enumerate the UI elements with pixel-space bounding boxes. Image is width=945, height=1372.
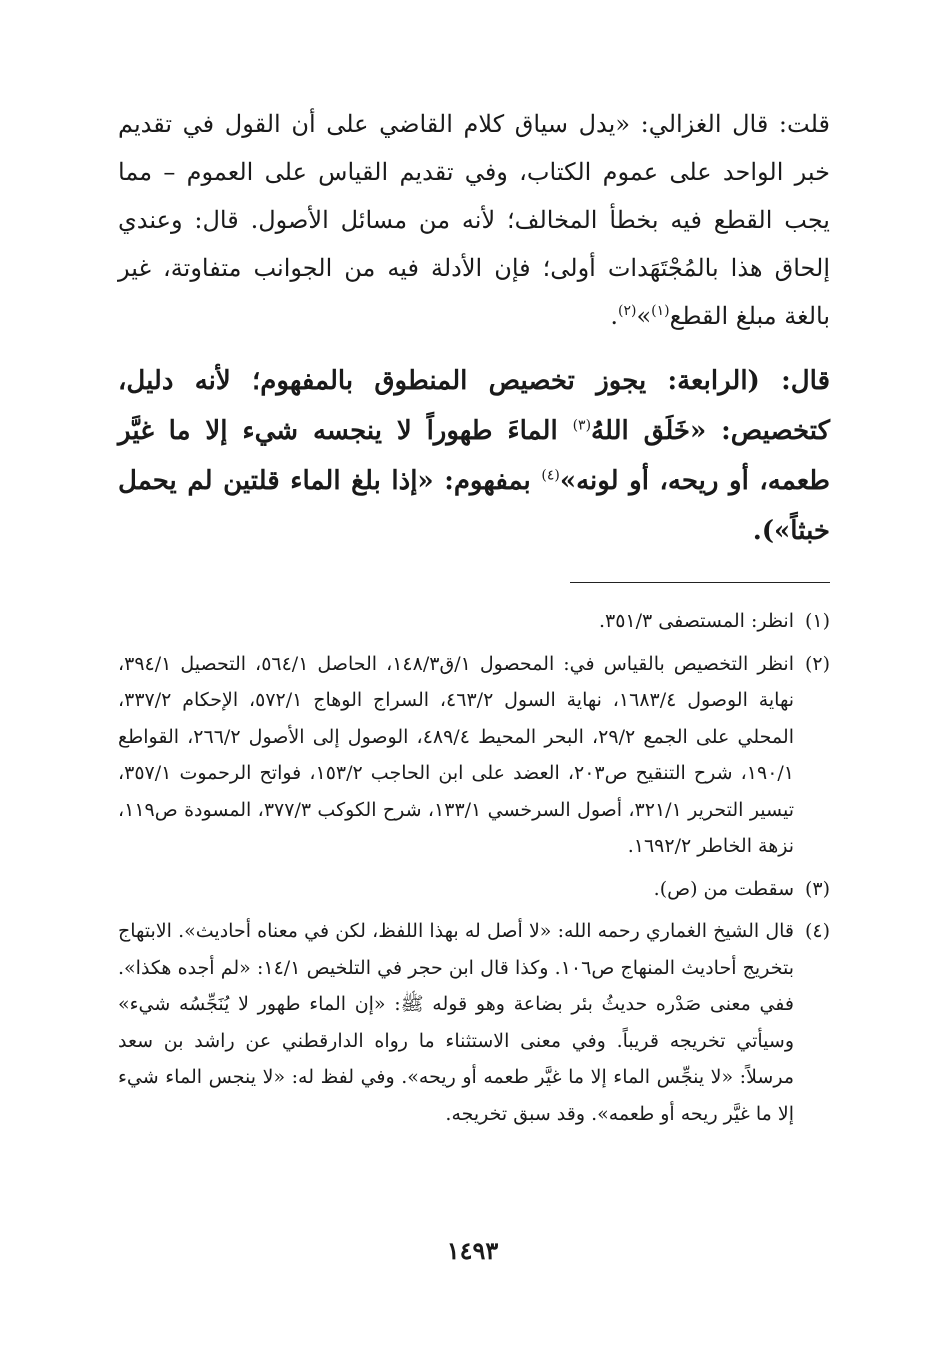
- footnote-number: (٢): [804, 652, 830, 675]
- page-number: ١٤٩٣: [446, 1236, 499, 1265]
- main-paragraph: [118, 100, 830, 340]
- quote-close: »: [636, 302, 652, 330]
- page-body: [118, 100, 830, 1138]
- matn-text-2: الماءَ طهوراً لا ينجسه شيء إلا ما غيَّر طعمه، أو ريحه، أو لونه»: [118, 416, 830, 496]
- footnote-number: (١): [804, 610, 830, 632]
- footnote-ref-2: (٢): [617, 303, 637, 319]
- matn-text-1: قال: (الرابعة: يجوز تخصيص المنطوق بالمفهوم؛ لأنه دليل، كتخصيص: «خَلَق اللهُ: [118, 366, 830, 446]
- footnote-text: انظر التخصيص بالقياس في: المحصول ١/ق١٤٨/٣، الحاصل ٥٦٤/١، التحصيل ٣٩٤/١، نهاية الوصول ١٦٨٣/٤، نهاية السول ٤٦٣/٢، السراج الوهاج ٥٧٢/١، الإحكام ٣٣٧/٢، المحلي على الجمع ٢٩/٢، البحر المحيط ٤٨٩/٤، الوصول إلى الأصول ٢٦٦/٢، القواطع ١٩٠/١، شرح التنقيح ص٢٠٣، العضد على ابن الحاجب ١٥٣/٢، فواتح الرحموت ٣٥٧/١، تيسير التحرير ٣٢١/١، أصول السرخسي ١٣٣/١، شرح الكوكب ٣٧٧/٣، المسودة ص١١٩، نزهة الخاطر ١٦٩٢/٢.: [118, 652, 795, 857]
- matn-paragraph: [118, 356, 830, 556]
- footnote-divider: [570, 582, 830, 583]
- footnote-number: (٤): [804, 920, 830, 942]
- footnote-ref-4: (٤): [541, 467, 560, 484]
- footnote-3: [118, 871, 830, 908]
- footnote-ref-1: (١): [651, 303, 670, 319]
- footnote-number: (٣): [804, 877, 830, 900]
- paragraph-end: .: [610, 302, 618, 330]
- footnote-text: قال الشيخ الغماري رحمه الله: «لا أصل له بهذا اللفظ، لكن في معناه أحاديث». الابتهاج بتخريج أحاديث المنهاج ص١٠٦. وكذا قال ابن حجر في التلخيص ١٤/١: «لم أجده هكذا». ففي معنى صَدْره حديثُ بئر بضاعة وهو قوله ﷺ: «إن الماء طهور لا يُنَجِّسُه شيء» وسيأتي تخريجه قريباً. وفي معنى الاستثناء ما رواه الدارقطني عن راشد بن سعد مرسلاً: «لا ينجِّس الماء إلا ما غيَّر طعمه أو ريحه». وفي لفظ له: «لا ينجس الماء شيء إلا ما غيَّر ريحه أو طعمه». وقد سبق تخريجه.: [118, 920, 794, 1125]
- paragraph-text: قلت: قال الغزالي: «يدل سياق كلام القاضي على أن القول في تقديم خبر الواحد على عموم الكتاب، وفي تقديم القياس على العموم – مما يجب القطع فيه بخطأ المخالف؛ لأنه من مسائل الأصول. قال: وعندي إلحاق هذا بالمُجْتَهَدات أولى؛ فإن الأدلة فيه من الجوانب متفاوتة، غير بالغة مبلغ القطع: [118, 110, 830, 330]
- matn-text-3: بمفهوم: «إذا بلغ الماء قلتين لم يحمل خبثاً»).: [118, 466, 830, 546]
- footnote-1: [118, 603, 830, 640]
- footnotes: [118, 603, 830, 1132]
- footnote-ref-3: (٣): [572, 417, 592, 434]
- footnote-4: [118, 913, 830, 1132]
- footnote-text: انظر: المستصفى ٣٥١/٣.: [598, 610, 794, 632]
- footnote-text: سقطت من (ص).: [653, 877, 794, 900]
- footnote-2: [118, 646, 830, 865]
